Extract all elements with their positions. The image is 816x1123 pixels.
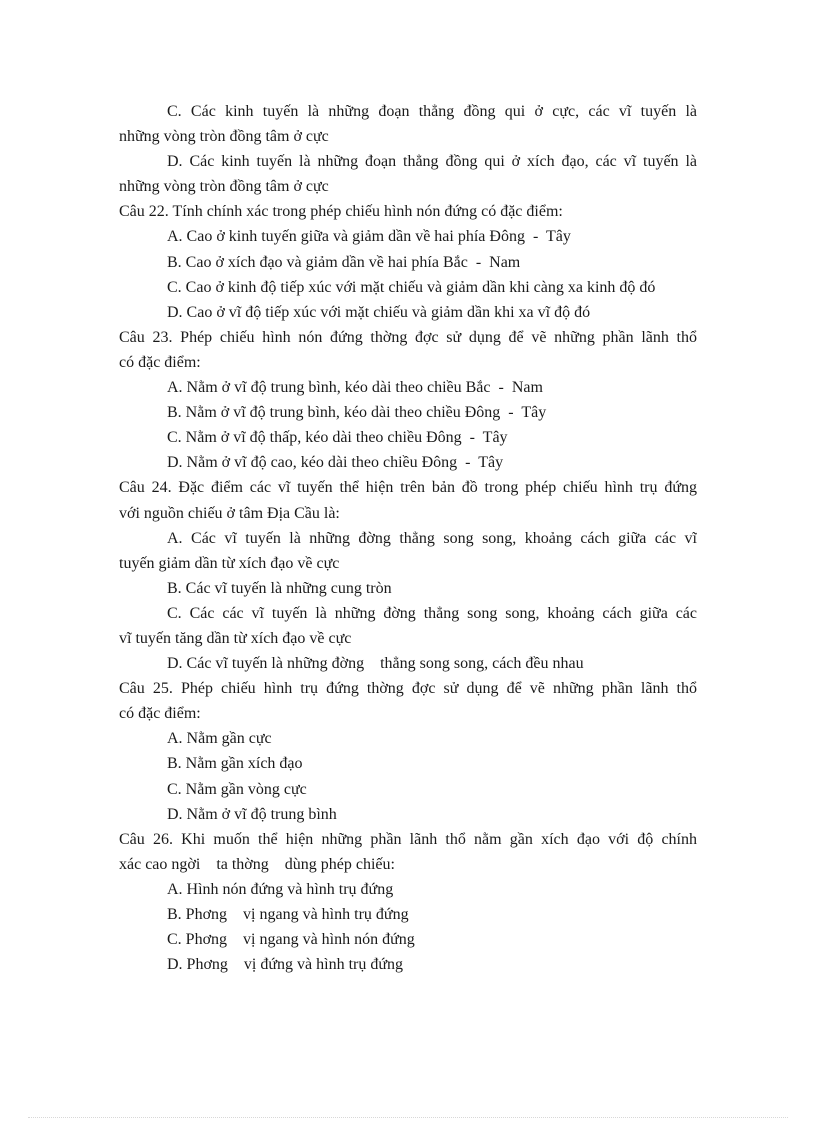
answer-option: D. Các vĩ tuyến là những đờng thẳng song song, cách đều nhau [167,655,584,673]
answer-option: C. Các các vĩ tuyến là những đờng thẳng song song, khoảng cách giữa các [167,604,697,622]
text-line: vĩ tuyến tăng dần từ xích đạo về cực [119,629,352,647]
question-24-heading: Câu 24. Đặc điểm các vĩ tuyến thể hiện trên bản đồ trong phép chiếu hình trụ đứng [119,479,697,497]
answer-option: C. Phơng vị ngang và hình nón đứng [167,931,415,949]
page-bottom-divider [28,1117,788,1118]
answer-option: D. Nằm ở vĩ độ cao, kéo dài theo chiều Đông - Tây [167,454,504,472]
answer-option: B. Nằm ở vĩ độ trung bình, kéo dài theo chiều Đông - Tây [167,404,547,422]
answer-option: B. Các vĩ tuyến là những cung tròn [167,579,392,597]
question-25-heading: Câu 25. Phép chiếu hình trụ đứng thờng đợc sử dụng để vẽ những phần lãnh thổ [119,680,697,698]
answer-option: D. Nằm ở vĩ độ trung bình [167,805,337,823]
answer-option: D. Cao ở vĩ độ tiếp xúc với mặt chiếu và giảm dần khi xa vĩ độ đó [167,303,591,321]
answer-option: D. Phơng vị đứng và hình trụ đứng [167,956,404,974]
text-line: C. Các kinh tuyến là những đoạn thẳng đồng qui ở cực, các vĩ tuyến là [167,103,697,120]
text-line: có đặc điểm: [119,705,201,723]
answer-option: B. Cao ở xích đạo và giảm dần về hai phía Bắc - Nam [167,253,521,271]
question-23-heading: Câu 23. Phép chiếu hình nón đứng thờng đợc sử dụng để vẽ những phần lãnh thổ [119,328,697,346]
answer-option: A. Hình nón đứng và hình trụ đứng [167,880,394,898]
answer-option: A. Nằm ở vĩ độ trung bình, kéo dài theo chiều Bắc - Nam [167,379,543,397]
answer-option: C. Nằm ở vĩ độ thấp, kéo dài theo chiều Đông - Tây [167,429,508,447]
text-line: những vòng tròn đồng tâm ở cực [119,128,329,146]
answer-option: A. Nằm gần cực [167,730,272,748]
answer-option: A. Cao ở kinh tuyến giữa và giảm dần về hai phía Đông - Tây [167,228,571,246]
text-line: với nguồn chiếu ở tâm Địa Cầu là: [119,504,340,522]
question-26-heading: Câu 26. Khi muốn thể hiện những phần lãnh thổ nằm gần xích đạo với độ chính [119,830,697,848]
text-line: D. Các kinh tuyến là những đoạn thẳng đồng qui ở xích đạo, các vĩ tuyến là [167,153,697,171]
text-line: có đặc điểm: [119,353,201,371]
answer-option: C. Cao ở kinh độ tiếp xúc với mặt chiếu và giảm dần khi càng xa kinh độ đó [167,278,656,296]
text-line: xác cao ngời ta thờng dùng phép chiếu: [119,855,395,873]
question-22-heading: Câu 22. Tính chính xác trong phép chiếu hình nón đứng có đặc điểm: [119,203,563,221]
answer-option: B. Nằm gần xích đạo [167,755,303,773]
answer-option: C. Nằm gần vòng cực [167,780,307,798]
answer-option: A. Các vĩ tuyến là những đờng thẳng song song, khoảng cách giữa các vĩ [167,529,697,547]
page-body [119,99,697,977]
answer-option: B. Phơng vị ngang và hình trụ đứng [167,906,409,923]
text-line: tuyến giảm dần từ xích đạo về cực [119,554,340,572]
text-line: những vòng tròn đồng tâm ở cực [119,178,329,196]
